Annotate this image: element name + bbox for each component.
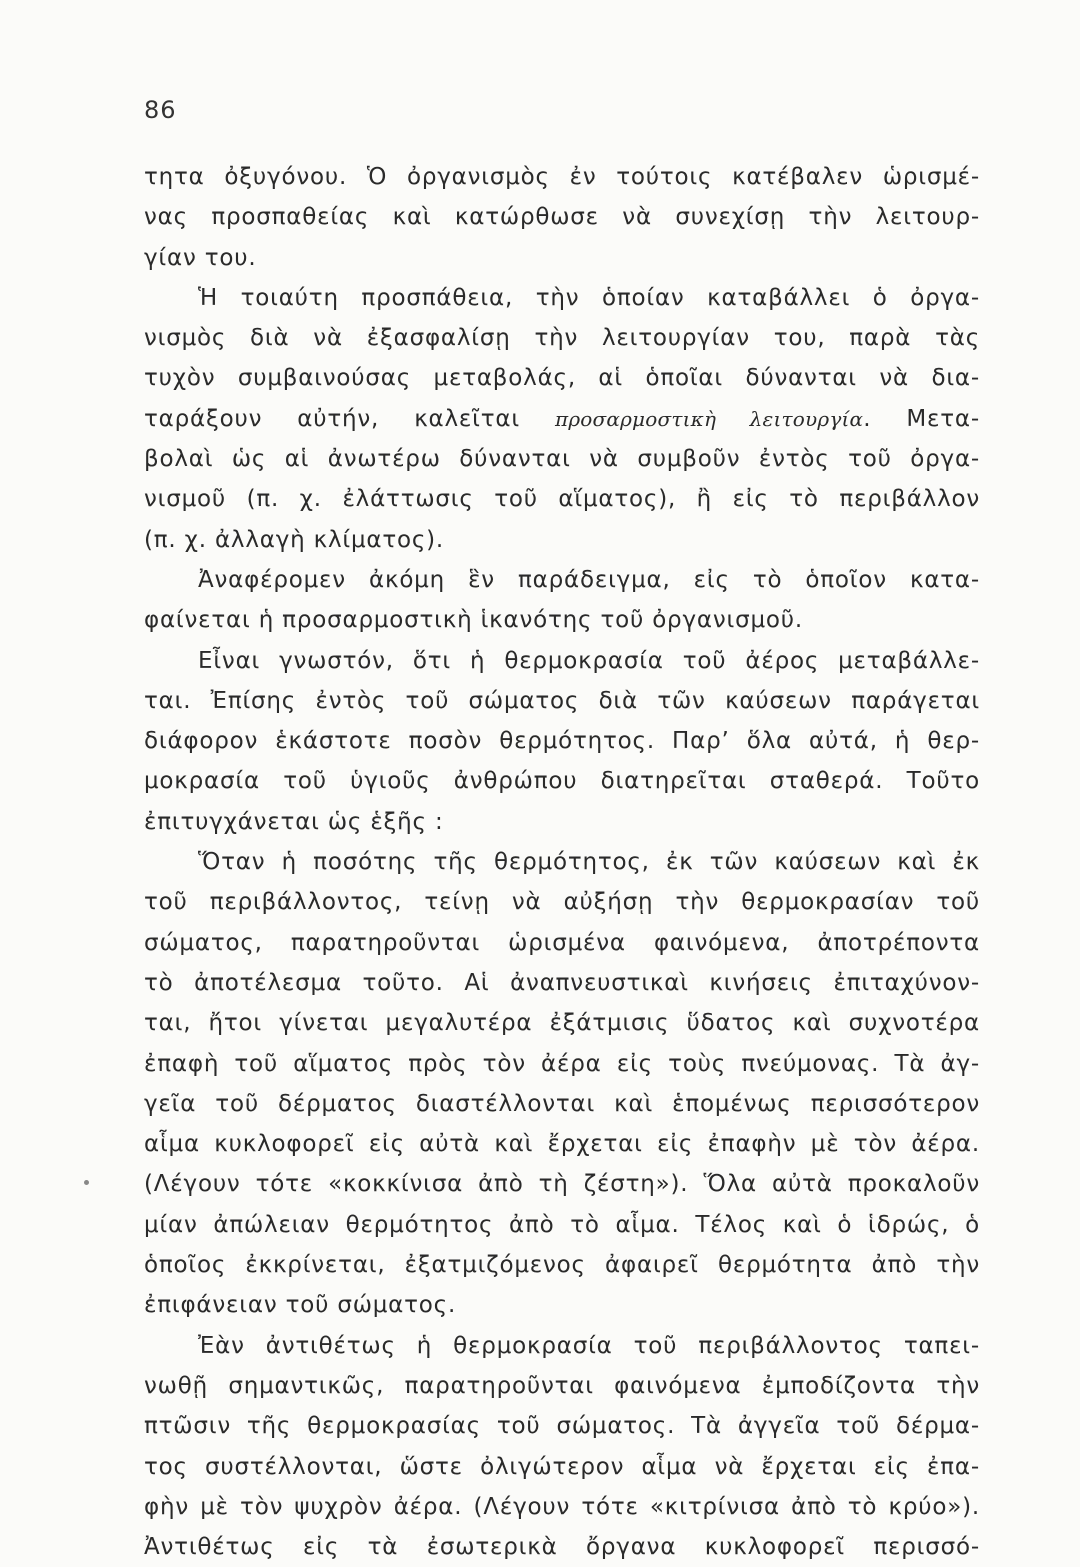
text-line: βολαὶ ὡς αἱ ἀνωτέρω δύνανται νὰ συμβοῦν ἐντὸς τοῦ ὀργα-	[144, 446, 980, 473]
text-line: Ἀντιθέτως εἰς τὰ ἐσωτερικὰ ὄργανα κυκλοφορεῖ περισσό-	[144, 1534, 980, 1561]
text-line: σώματος, παρατηροῦνται ὡρισμένα φαινόμενα, ἀποτρέποντα	[144, 929, 980, 956]
text-line: ὁποῖος ἐκκρίνεται, ἐξατμιζόμενος ἀφαιρεῖ θερμότητα ἀπὸ τὴν	[144, 1252, 980, 1279]
text-line: Εἶναι γνωστόν, ὅτι ἡ θερμοκρασία τοῦ ἀέρος μεταβάλλε-	[198, 647, 980, 674]
text-run: . Μετα-	[863, 405, 980, 432]
text-line-with-emphasis	[144, 399, 980, 439]
text-line: Ἐὰν ἀντιθέτως ἡ θερμοκρασία τοῦ περιβάλλοντος ταπει-	[198, 1332, 980, 1359]
text-line: φὴν μὲ τὸν ψυχρὸν ἀέρα. (Λέγουν τότε «κιτρίνισα ἀπὸ τὸ κρύο»).	[144, 1493, 980, 1520]
text-line: (π. χ. ἀλλαγὴ κλίματος).	[144, 526, 445, 553]
emphasized-term: προσαρμοστικὴ λειτουργία	[555, 406, 864, 431]
text-line: νισμὸς διὰ νὰ ἐξασφαλίσῃ τὴν λειτουργίαν του, παρὰ τὰς	[144, 325, 980, 352]
text-line: Ἀναφέρομεν ἀκόμη ἓν παράδειγμα, εἰς τὸ ὁποῖον κατα-	[198, 566, 980, 593]
text-line: φαίνεται ἡ προσαρμοστικὴ ἱκανότης τοῦ ὀργανισμοῦ.	[144, 607, 803, 634]
text-line: νας προσπαθείας καὶ κατώρθωσε νὰ συνεχίσῃ τὴν λειτουρ-	[144, 204, 980, 231]
text-run: ταράξουν αὐτήν, καλεῖται	[144, 405, 555, 432]
text-line: τητα ὀξυγόνου. Ὁ ὀργανισμὸς ἐν τούτοις κατέβαλεν ὡρισμέ-	[144, 164, 980, 190]
text-line: Ἡ τοιαύτη προσπάθεια, τὴν ὁποίαν καταβάλλει ὁ ὀργα-	[198, 284, 980, 311]
text-line: ται. Ἐπίσης ἐντὸς τοῦ σώματος διὰ τῶν καύσεων παράγεται	[144, 687, 980, 714]
text-line: ἐπαφὴ τοῦ αἵματος πρὸς τὸν ἀέρα εἰς τοὺς πνεύμονας. Τὰ ἀγ-	[144, 1050, 980, 1077]
body-text	[144, 157, 980, 1567]
text-line: (Λέγουν τότε «κοκκίνισα ἀπὸ τὴ ζέστη»). Ὅλα αὐτὰ προκαλοῦν	[144, 1171, 980, 1198]
text-line: ἐπιτυγχάνεται ὡς ἑξῆς :	[144, 808, 444, 835]
text-line: μίαν ἀπώλειαν θερμότητος ἀπὸ τὸ αἷμα. Τέλος καὶ ὁ ἱδρώς, ὁ	[144, 1211, 980, 1238]
page-number: 86	[144, 96, 177, 124]
text-line: αἷμα κυκλοφορεῖ εἰς αὐτὰ καὶ ἔρχεται εἰς ἐπαφὴν μὲ τὸν ἀέρα.	[144, 1131, 980, 1158]
text-line: γεῖα τοῦ δέρματος διαστέλλονται καὶ ἑπομένως περισσότερον	[144, 1090, 980, 1117]
text-line: νωθῇ σημαντικῶς, παρατηροῦνται φαινόμενα ἐμποδίζοντα τὴν	[144, 1372, 980, 1399]
text-line: νισμοῦ (π. χ. ἐλάττωσις τοῦ αἵματος), ἢ εἰς τὸ περιβάλλον	[144, 486, 980, 513]
margin-speck	[84, 1180, 89, 1185]
text-line: τυχὸν συμβαινούσας μεταβολάς, αἱ ὁποῖαι δύνανται νὰ δια-	[144, 365, 980, 392]
text-line: πτῶσιν τῆς θερμοκρασίας τοῦ σώματος. Τὰ ἀγγεῖα τοῦ δέρμα-	[144, 1413, 980, 1440]
text-line: τος συστέλλονται, ὥστε ὀλιγώτερον αἷμα νὰ ἔρχεται εἰς ἐπα-	[144, 1453, 980, 1480]
text-line: γίαν του.	[144, 244, 257, 271]
text-line: τὸ ἀποτέλεσμα τοῦτο. Αἱ ἀναπνευστικαὶ κινήσεις ἐπιταχύνον-	[144, 969, 980, 996]
text-line: διάφορον ἑκάστοτε ποσὸν θερμότητος. Παρ’ ὅλα αὐτά, ἡ θερ-	[144, 728, 980, 755]
text-line: ἐπιφάνειαν τοῦ σώματος.	[144, 1292, 457, 1319]
text-line: Ὅταν ἡ ποσότης τῆς θερμότητος, ἐκ τῶν καύσεων καὶ ἐκ	[198, 849, 980, 876]
text-line: μοκρασία τοῦ ὑγιοῦς ἀνθρώπου διατηρεῖται σταθερά. Τοῦτο	[144, 768, 980, 795]
text-line: τοῦ περιβάλλοντος, τείνῃ νὰ αὐξήσῃ τὴν θερμοκρασίαν τοῦ	[144, 889, 980, 916]
text-line: ται, ἤτοι γίνεται μεγαλυτέρα ἐξάτμισις ὕδατος καὶ συχνοτέρα	[144, 1010, 980, 1037]
